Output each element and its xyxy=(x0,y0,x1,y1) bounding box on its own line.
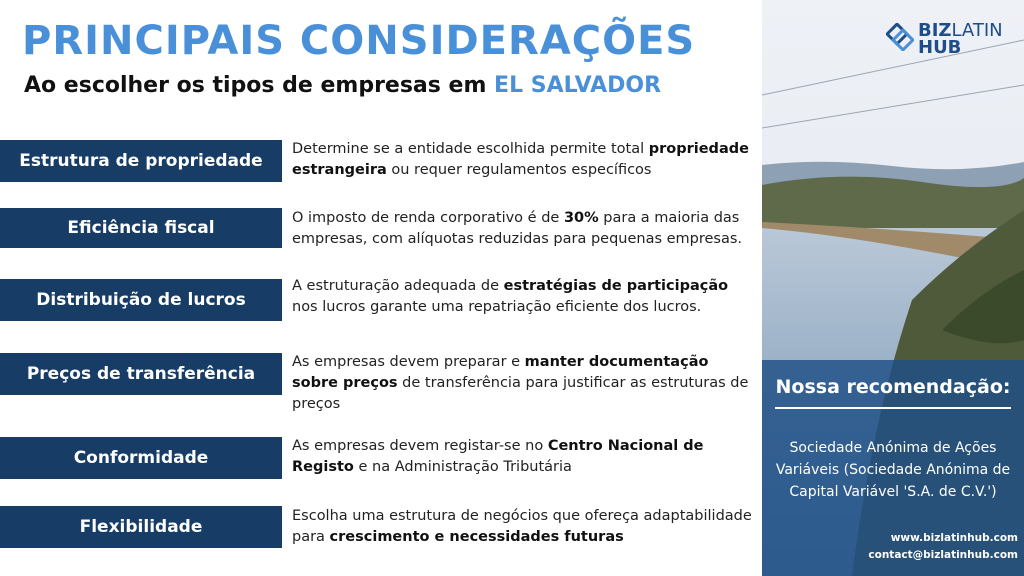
row-description-emphasis: crescimento e necessidades futuras xyxy=(329,529,624,545)
row-description-segment: A estruturação adequada de xyxy=(292,278,504,294)
subtitle-prefix: Ao escolher os tipos de empresas em xyxy=(24,73,495,98)
row-description-segment: O imposto de renda corporativo é de xyxy=(292,210,564,226)
row-label: Flexibilidade xyxy=(0,506,282,548)
row-description xyxy=(292,139,754,181)
row-label: Preços de transferência xyxy=(0,353,282,395)
row-description-emphasis: estratégias de participação xyxy=(503,278,729,294)
row-description xyxy=(292,436,754,478)
row-description-emphasis: manter documentação sobre preços xyxy=(292,354,709,391)
row-description-segment: ou requer regulamentos específicos xyxy=(386,162,652,178)
page-title: PRINCIPAIS CONSIDERAÇÕES xyxy=(22,18,696,64)
row-description-segment: de transferência para justificar as estruturas de preços xyxy=(292,375,749,412)
row-description xyxy=(292,506,754,548)
row-label: Eficiência fiscal xyxy=(0,208,282,248)
email-link[interactable]: contact@bizlatinhub.com xyxy=(868,549,1018,561)
contact-info xyxy=(868,530,1018,564)
row-description-segment: Determine se a entidade escolhida permite total xyxy=(292,141,649,157)
row-description xyxy=(292,352,754,415)
website-link[interactable]: www.bizlatinhub.com xyxy=(890,532,1018,544)
recommendation-text: Sociedade Anónima de Ações Variáveis (Sociedade Anónima de Capital Variável 'S.A. de C.V.') xyxy=(775,440,1011,500)
row-label: Estrutura de propriedade xyxy=(0,140,282,182)
row-description xyxy=(292,208,754,250)
row-label: Conformidade xyxy=(0,437,282,479)
row-description-emphasis: Centro Nacional de Registo xyxy=(292,438,704,475)
bizlatinhub-logo-icon xyxy=(886,23,914,55)
recommendation-title: Nossa recomendação: xyxy=(775,376,1011,398)
row-description-segment: nos lucros garante uma repatriação eficiente dos lucros. xyxy=(292,299,702,315)
row-description-segment: para a maioria das empresas, com alíquotas reduzidas para pequenas empresas. xyxy=(292,210,743,247)
brand-logo xyxy=(886,22,1003,56)
logo-word-biz: BIZ xyxy=(918,20,952,41)
row-description-segment: Escolha uma estrutura de negócios que ofereça adaptabilidade para xyxy=(292,508,752,545)
row-description-emphasis: 30% xyxy=(563,210,599,226)
row-label: Distribuição de lucros xyxy=(0,279,282,321)
logo-word-latin: LATIN xyxy=(951,20,1003,41)
row-description-segment: e na Administração Tributária xyxy=(353,459,572,475)
row-description-emphasis: propriedade estrangeira xyxy=(292,141,749,178)
recommendation-divider xyxy=(775,407,1011,409)
row-description-segment: As empresas devem registar-se no xyxy=(292,438,548,454)
subtitle-highlight: EL SALVADOR xyxy=(494,73,662,98)
row-description-segment: As empresas devem preparar e xyxy=(292,354,525,370)
row-description xyxy=(292,276,754,318)
logo-word-hub: HUB xyxy=(918,37,962,58)
page-subtitle xyxy=(24,73,661,98)
logo-wordmark xyxy=(918,22,1003,56)
